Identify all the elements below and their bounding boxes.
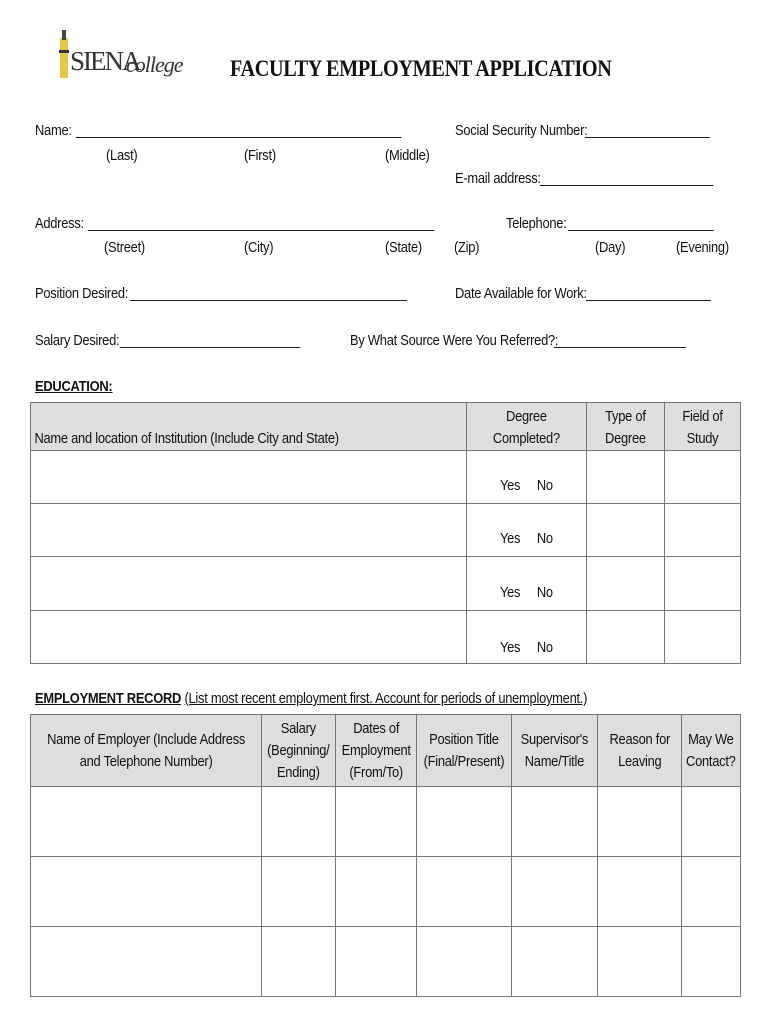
telephone-label: Telephone: [506, 215, 567, 232]
salary-label: Salary Desired: [35, 332, 120, 349]
name-label: Name: [35, 122, 72, 139]
supervisor-cell[interactable] [512, 787, 598, 857]
employment-heading: EMPLOYMENT RECORD [35, 690, 182, 707]
col-salary: Salary (Beginning/ Ending) [262, 715, 336, 787]
supervisor-cell[interactable] [512, 857, 598, 927]
table-row [31, 787, 741, 857]
position-cell[interactable] [417, 857, 512, 927]
address-field[interactable]: __________________________________________________ [88, 215, 434, 232]
position-cell[interactable] [417, 927, 512, 997]
name-sub-last: (Last) [106, 147, 138, 164]
dates-cell[interactable] [335, 857, 416, 927]
institution-cell[interactable] [31, 451, 467, 504]
degree-type-cell[interactable] [587, 611, 665, 664]
referral-label: By What Source Were You Referred?: [350, 332, 559, 349]
yes-option[interactable]: Yes [500, 639, 521, 656]
yes-option[interactable]: Yes [500, 584, 521, 601]
salary-field[interactable]: __________________________ [120, 332, 300, 349]
no-option[interactable]: No [537, 530, 554, 547]
name-field[interactable]: _______________________________________________ [76, 122, 402, 139]
employment-heading-line [35, 690, 587, 708]
field-cell[interactable] [664, 504, 740, 557]
salary-cell[interactable] [262, 787, 336, 857]
date-available-field[interactable]: __________________ [586, 285, 711, 302]
referral-field[interactable]: ___________________ [554, 332, 686, 349]
completed-cell[interactable] [467, 504, 587, 557]
reason-cell[interactable] [597, 927, 682, 997]
col-employer: Name of Employer (Include Address and Telephone Number) [31, 715, 262, 787]
col-reason: Reason for Leaving [597, 715, 682, 787]
col-may-contact: May We Contact? [682, 715, 741, 787]
position-cell[interactable] [417, 787, 512, 857]
position-label: Position Desired: [35, 285, 129, 302]
position-field[interactable]: ________________________________________ [130, 285, 407, 302]
siena-college-logo [56, 24, 183, 86]
col-dates: Dates of Employment (From/To) [335, 715, 416, 787]
contact-cell[interactable] [682, 787, 741, 857]
degree-type-cell[interactable] [587, 451, 665, 504]
contact-cell[interactable] [682, 927, 741, 997]
name-sub-first: (First) [244, 147, 276, 164]
email-label: E-mail address: [455, 170, 541, 187]
degree-type-cell[interactable] [587, 504, 665, 557]
address-sub-city: (City) [244, 239, 274, 256]
reason-cell[interactable] [597, 857, 682, 927]
yes-option[interactable]: Yes [500, 530, 521, 547]
logo-brand: SIENA [70, 46, 140, 76]
reason-cell[interactable] [597, 787, 682, 857]
ssn-field[interactable]: __________________ [585, 122, 710, 139]
employment-table [30, 714, 741, 997]
completed-cell[interactable] [467, 451, 587, 504]
completed-cell[interactable] [467, 611, 587, 664]
address-sub-state: (State) [385, 239, 422, 256]
telephone-sub-evening: (Evening) [676, 239, 729, 256]
telephone-sub-day: (Day) [595, 239, 626, 256]
col-degree-type: Type of Degree [587, 403, 665, 451]
contact-cell[interactable] [682, 857, 741, 927]
degree-type-cell[interactable] [587, 557, 665, 611]
institution-cell[interactable] [31, 611, 467, 664]
col-supervisor: Supervisor's Name/Title [512, 715, 598, 787]
table-row [31, 557, 741, 611]
field-cell[interactable] [664, 557, 740, 611]
employer-cell[interactable] [31, 857, 262, 927]
field-cell[interactable] [664, 451, 740, 504]
table-row [31, 857, 741, 927]
col-position-title: Position Title (Final/Present) [417, 715, 512, 787]
education-table [30, 402, 741, 664]
name-sub-middle: (Middle) [385, 147, 430, 164]
education-header-row [31, 403, 741, 451]
table-row [31, 611, 741, 664]
no-option[interactable]: No [537, 477, 554, 494]
no-option[interactable]: No [537, 639, 554, 656]
employer-cell[interactable] [31, 927, 262, 997]
completed-cell[interactable] [467, 557, 587, 611]
col-degree-completed: Degree Completed? [467, 403, 587, 451]
telephone-field[interactable]: _____________________ [568, 215, 714, 232]
employer-cell[interactable] [31, 787, 262, 857]
dates-cell[interactable] [335, 927, 416, 997]
col-field-of-study: Field of Study [664, 403, 740, 451]
no-option[interactable]: No [537, 584, 554, 601]
institution-cell[interactable] [31, 557, 467, 611]
field-cell[interactable] [664, 611, 740, 664]
table-row [31, 504, 741, 557]
logo-suffix: college [126, 52, 183, 77]
salary-cell[interactable] [262, 927, 336, 997]
email-field[interactable]: _________________________ [540, 170, 713, 187]
salary-cell[interactable] [262, 857, 336, 927]
education-heading: EDUCATION: [35, 378, 113, 395]
yes-option[interactable]: Yes [500, 477, 521, 494]
date-available-label: Date Available for Work: [455, 285, 587, 302]
employment-note: (List most recent employment first. Account for periods of unemployment.) [184, 690, 588, 707]
employment-header-row [31, 715, 741, 787]
address-sub-zip: (Zip) [454, 239, 480, 256]
page-title: FACULTY EMPLOYMENT APPLICATION [230, 56, 612, 81]
table-row [31, 451, 741, 504]
dates-cell[interactable] [335, 787, 416, 857]
col-institution: Name and location of Institution (Include City and State) [31, 403, 467, 451]
institution-cell[interactable] [31, 504, 467, 557]
table-row [31, 927, 741, 997]
ssn-label: Social Security Number: [455, 122, 588, 139]
supervisor-cell[interactable] [512, 927, 598, 997]
address-sub-street: (Street) [104, 239, 145, 256]
address-label: Address: [35, 215, 84, 232]
